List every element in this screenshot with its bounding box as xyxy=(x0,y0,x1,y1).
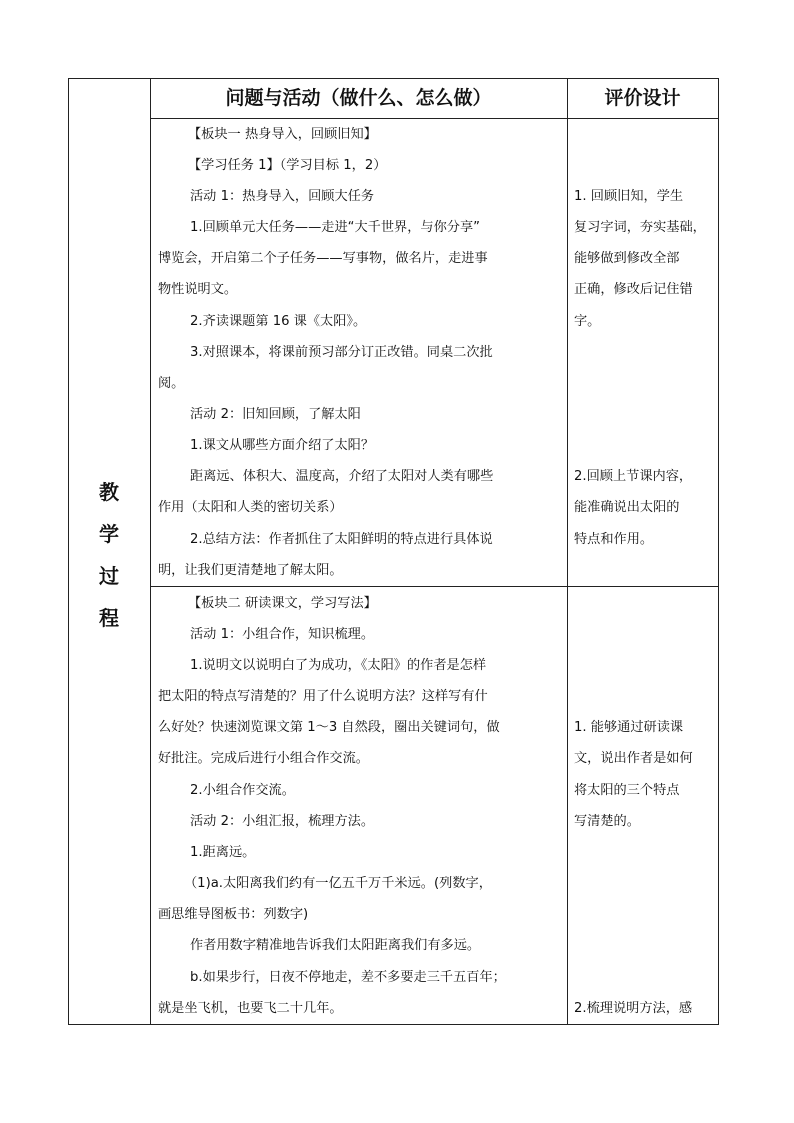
block2-line: 画思维导图板书：列数字) xyxy=(158,907,309,922)
table-border-right xyxy=(718,78,719,1025)
block1-line: 物性说明文。 xyxy=(158,282,238,297)
block2-eval-line: 2.梳理说明方法，感 xyxy=(574,1001,693,1016)
table-border-left xyxy=(68,78,69,1025)
block1-line: 活动 2：旧知回顾，了解太阳 xyxy=(190,407,361,422)
block1-line: 1.课文从哪些方面介绍了太阳？ xyxy=(190,438,375,453)
block2-line: 1.距离远。 xyxy=(190,845,256,860)
block2-line: b.如果步行，日夜不停地走，差不多要走三千五百年； xyxy=(190,970,506,985)
block1-eval-line: 1. 回顾旧知，学生 xyxy=(574,189,684,204)
block-divider xyxy=(150,586,719,587)
column-divider-2 xyxy=(567,78,568,1025)
block2-line: 活动 2：小组汇报，梳理方法。 xyxy=(190,814,375,829)
block2-line: 【板块二 研读课文，学习写法】 xyxy=(188,596,377,611)
block1-line: 2.齐读课题第 16 课《太阳》。 xyxy=(190,314,367,329)
row-label-char: 学 xyxy=(99,522,119,546)
block2-line: 就是坐飞机，也要飞二十几年。 xyxy=(158,1001,343,1016)
block1-line: 阅。 xyxy=(158,376,185,391)
row-label-char: 程 xyxy=(99,606,119,630)
block1-line: 活动 1：热身导入，回顾大任务 xyxy=(190,189,375,204)
table-header-divider xyxy=(150,118,719,119)
block2-line: 活动 1：小组合作，知识梳理。 xyxy=(190,627,375,642)
block1-line: 3.对照课本，将课前预习部分订正改错。同桌二次批 xyxy=(190,345,493,360)
block1-eval-line: 字。 xyxy=(574,314,601,329)
block2-line: 好批注。完成后进行小组合作交流。 xyxy=(158,751,369,766)
header-activities: 问题与活动（做什么、怎么做） xyxy=(225,87,492,109)
block2-line: 把太阳的特点写清楚的？用了什么说明方法？这样写有什 xyxy=(158,689,488,704)
block1-line: 作用（太阳和人类的密切关系） xyxy=(158,500,343,515)
block2-line: 么好处？快速浏览课文第 1～3 自然段，圈出关键词句，做 xyxy=(158,720,500,735)
header-evaluation: 评价设计 xyxy=(604,87,681,109)
row-label-char: 过 xyxy=(99,564,119,588)
block1-line: 2.总结方法：作者抓住了太阳鲜明的特点进行具体说 xyxy=(190,532,493,547)
block1-line: 1.回顾单元大任务——走进“大千世界，与你分享” xyxy=(190,220,480,235)
block1-line: 明，让我们更清楚地了解太阳。 xyxy=(158,563,343,578)
block1-line: 距离远、体积大、温度高，介绍了太阳对人类有哪些 xyxy=(190,469,494,484)
block2-line: 1.说明文以说明白了为成功，《太阳》的作者是怎样 xyxy=(190,658,487,673)
block1-eval-line: 正确，修改后记住错 xyxy=(574,282,693,297)
block2-eval-line: 1. 能够通过研读课 xyxy=(574,720,684,735)
block1-line: 博览会，开启第二个子任务——写事物，做名片，走进事 xyxy=(158,251,488,266)
row-label-char: 教 xyxy=(99,480,119,504)
block2-eval-line: 写清楚的。 xyxy=(574,814,640,829)
block1-line: 【板块一 热身导入，回顾旧知】 xyxy=(188,127,377,142)
block2-line: 2.小组合作交流。 xyxy=(190,783,295,798)
block1-line: 【学习任务 1】（学习目标 1，2） xyxy=(188,158,387,173)
block1-eval-line: 复习字词，夯实基础， xyxy=(574,220,706,235)
block1-eval-line: 能准确说出太阳的 xyxy=(574,500,680,515)
table-border-bottom xyxy=(68,1024,719,1025)
block1-eval-line: 2.回顾上节课内容， xyxy=(574,469,693,484)
block2-eval-line: 文，说出作者是如何 xyxy=(574,751,693,766)
block2-eval-line: 将太阳的三个特点 xyxy=(574,783,680,798)
block1-eval-line: 特点和作用。 xyxy=(574,532,654,547)
column-divider-1 xyxy=(150,78,151,1025)
block2-line: （1)a.太阳离我们约有一亿五千万千米远。(列数字， xyxy=(184,876,492,891)
block1-eval-line: 能够做到修改全部 xyxy=(574,251,680,266)
block2-line: 作者用数字精准地告诉我们太阳距离我们有多远。 xyxy=(190,938,481,953)
